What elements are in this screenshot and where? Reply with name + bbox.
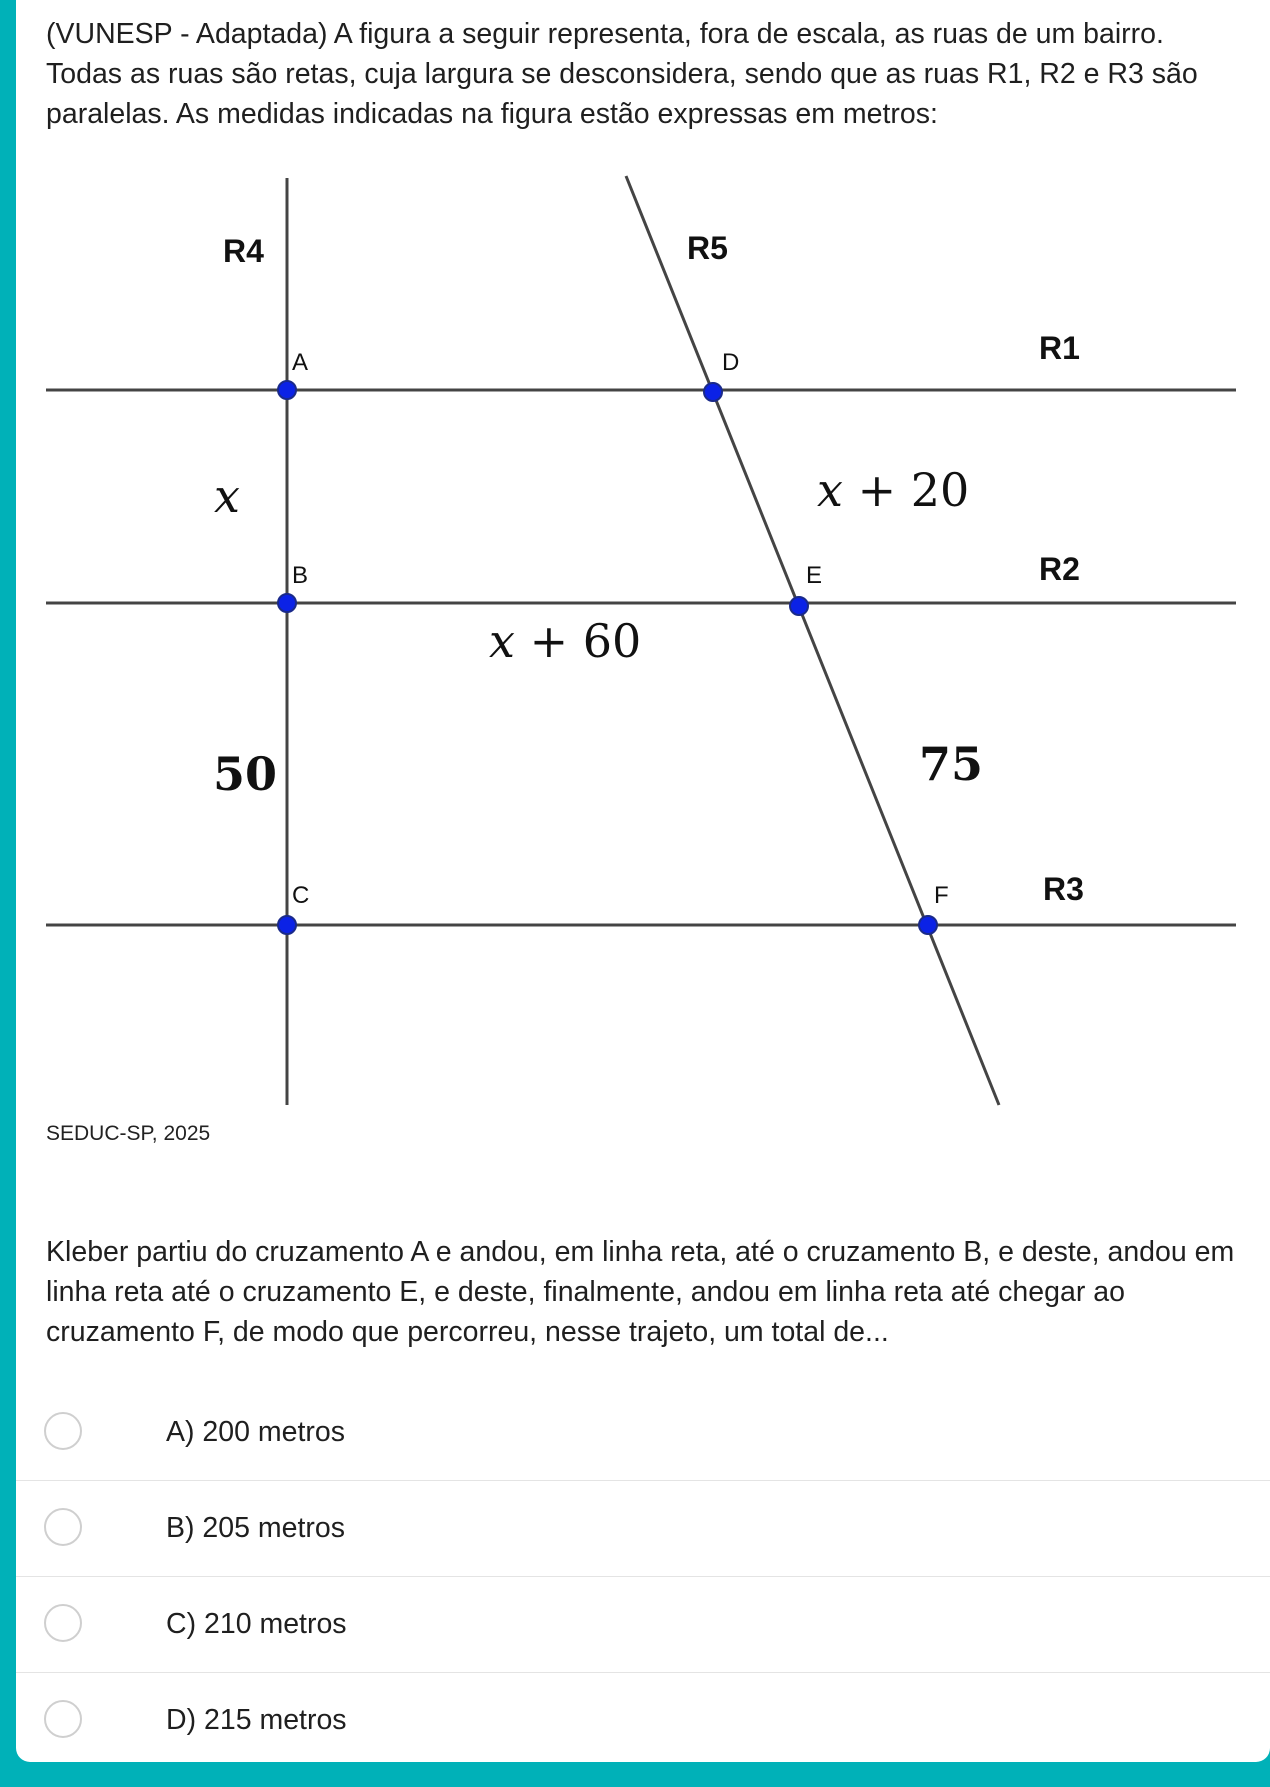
option-a[interactable]: [16, 1384, 1270, 1481]
point-c: [278, 916, 296, 934]
street-r3-label: R3: [1043, 871, 1084, 907]
point-c-label: C: [292, 882, 310, 909]
point-d-label: D: [722, 349, 740, 376]
measure-de: x + 20: [817, 463, 970, 517]
street-r5-label: R5: [687, 230, 728, 266]
question-card: [16, 0, 1270, 1762]
point-a: [278, 381, 296, 399]
option-d[interactable]: [16, 1672, 1270, 1762]
point-e: [790, 597, 808, 615]
point-f-label: F: [934, 882, 949, 909]
streets-figure: [16, 0, 1270, 1130]
measure-be: x + 60: [489, 614, 642, 668]
option-b-label: B) 205 metros: [166, 1512, 345, 1544]
point-a-label: A: [292, 349, 309, 376]
street-r4-label: R4: [223, 233, 264, 269]
option-c[interactable]: [16, 1576, 1270, 1673]
radio-icon[interactable]: [44, 1508, 82, 1546]
measure-bc: 50: [213, 747, 278, 801]
radio-icon[interactable]: [44, 1700, 82, 1738]
point-e-label: E: [806, 562, 823, 589]
measure-ef: 75: [919, 737, 984, 791]
radio-icon[interactable]: [44, 1604, 82, 1642]
radio-icon[interactable]: [44, 1412, 82, 1450]
street-r1-label: R1: [1039, 330, 1080, 366]
figure-credit: SEDUC-SP, 2025: [46, 1122, 211, 1145]
point-b: [278, 594, 296, 612]
option-c-label: C) 210 metros: [166, 1608, 347, 1640]
point-f: [919, 916, 937, 934]
measure-ab: x: [214, 469, 240, 523]
question-intro: (VUNESP - Adaptada) A figura a seguir representa, fora de escala, as ruas de um bairro. Todas as ruas são retas, cuja largura se desconsidera, sendo que as ruas R1, R2 e R3 são paralelas. As medidas indicadas na figura estão expressas em metros:: [46, 18, 1198, 130]
question-statement: Kleber partiu do cruzamento A e andou, em linha reta, até o cruzamento B, e deste, andou em linha reta até o cruzamento E, e deste, finalmente, andou em linha reta até chegar ao cruzamento F, de modo que percorreu, nesse trajeto, um total de...: [46, 1236, 1235, 1348]
option-a-label: A) 200 metros: [166, 1416, 345, 1448]
point-d: [704, 383, 722, 401]
option-d-label: D) 215 metros: [166, 1704, 347, 1736]
point-b-label: B: [292, 562, 309, 589]
street-r2-label: R2: [1039, 551, 1080, 587]
street-r5-line: [626, 176, 999, 1105]
option-b[interactable]: [16, 1480, 1270, 1577]
